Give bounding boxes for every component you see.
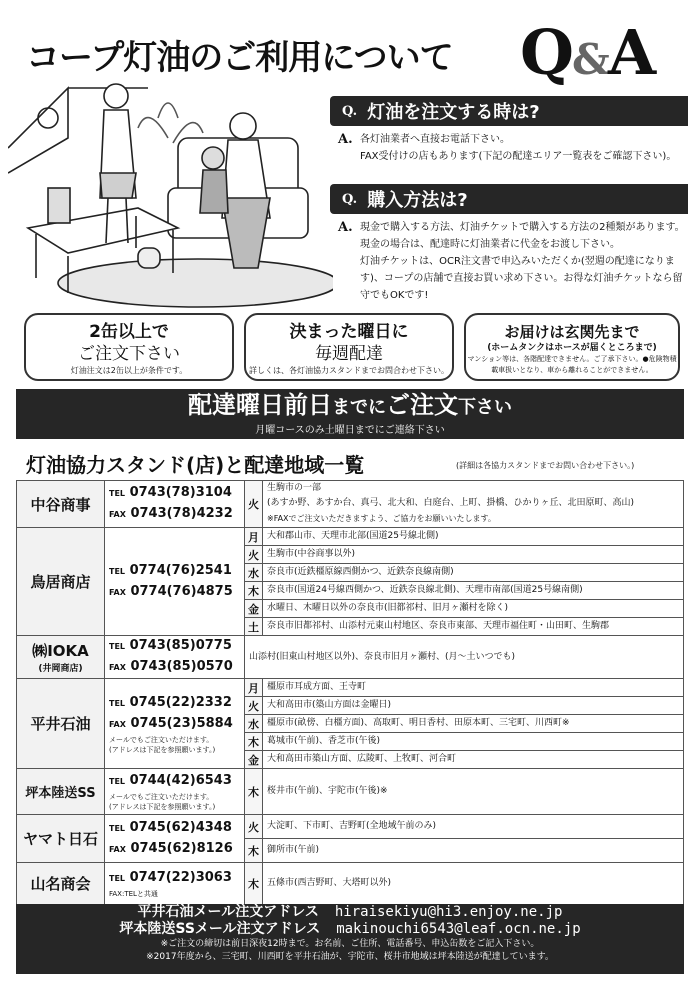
delivery-day: 月 xyxy=(245,679,263,697)
station-name: 中谷商事 xyxy=(17,481,105,528)
qa-logo-a: A xyxy=(607,16,655,89)
delivery-area: 橿原市耳成方面、王寺町 xyxy=(263,679,684,697)
fax-number: 0743(78)4232 xyxy=(130,506,233,521)
station-contact xyxy=(105,528,245,636)
table-row xyxy=(17,636,684,679)
rule-box-weekly xyxy=(244,313,454,381)
delivery-day: 火 xyxy=(245,481,263,528)
delivery-area: 大和郡山市、天理市北部(国道25号線北側) xyxy=(263,528,684,546)
answer-line: FAX受付けの店もあります(下記の配達エリア一覧表をご確認下さい)。 xyxy=(360,151,677,162)
rule-box-heading: 2缶以上で xyxy=(89,322,169,342)
mail-label: 坪本陸送SSメール注文アドレス xyxy=(119,921,321,937)
rule-box-heading: 決まった曜日に xyxy=(289,322,409,342)
delivery-day: 火 xyxy=(245,815,263,839)
station-name: ヤマト日石 xyxy=(17,815,105,863)
delivery-area: 御所市(午前) xyxy=(263,839,684,863)
tel-label: TEL xyxy=(109,698,126,708)
tel-number[interactable]: 0747(22)3063 xyxy=(129,870,232,885)
tel-number[interactable]: 0745(62)4348 xyxy=(129,819,232,835)
tel-label: TEL xyxy=(109,874,126,883)
deadline-sub: 月曜コースのみ土曜日までにご連絡下さい xyxy=(255,425,445,436)
rule-box-subheading: ご注文下さい xyxy=(78,344,180,364)
delivery-day: 水 xyxy=(245,715,263,733)
faq-question-purchase xyxy=(330,184,688,214)
fax-number: 0743(85)0570 xyxy=(130,659,233,674)
delivery-day: 月 xyxy=(245,528,263,546)
mail-address-link[interactable]: makinouchi6543@leaf.ocn.ne.jp xyxy=(336,921,581,937)
deadline-part: までに xyxy=(332,397,386,418)
delivery-day: 金 xyxy=(245,600,263,618)
delivery-day: 木 xyxy=(245,839,263,863)
tel-label: TEL xyxy=(109,566,126,576)
rule-box-entrance xyxy=(464,313,680,381)
fax-number: 0774(76)4875 xyxy=(130,583,233,599)
rule-box-subheading: 毎週配達 xyxy=(315,344,383,364)
delivery-area: 大和高田市(築山方面は金曜日) xyxy=(263,697,684,715)
tel-number[interactable]: 0745(22)2332 xyxy=(129,694,232,710)
area-text: (あすか野、あすか台、真弓、北大和、白庭台、上町、掛橋、ひかりヶ丘、北田原町、高山) xyxy=(267,498,635,508)
rule-box-note: 詳しくは、各灯油協力スタンドまでお問合わせ下さい。 xyxy=(249,366,449,375)
order-deadline-banner xyxy=(16,389,684,439)
mail-address-link[interactable]: hiraisekiyu@hi3.enjoy.ne.jp xyxy=(334,904,563,920)
station-name: 平井石油 xyxy=(17,679,105,769)
rule-box-heading: お届けは玄関先まで xyxy=(504,323,640,341)
fax-label: FAX xyxy=(109,663,126,672)
delivery-day: 火 xyxy=(245,546,263,564)
delivery-area xyxy=(263,481,684,528)
tel-number[interactable]: 0744(42)6543 xyxy=(129,773,232,788)
faq-question-order xyxy=(330,96,688,126)
answer-line: 現金で購入する方法、灯油チケットで購入する方法の2種類があります。現金の場合は、配達時に灯油業者に代金をお渡し下さい。 xyxy=(360,222,685,250)
deadline-part: ご注文 xyxy=(386,391,458,419)
delivery-area: 水曜日、木曜日以外の奈良市(旧都祁村、旧月ヶ瀬村を除く) xyxy=(263,600,684,618)
station-contact xyxy=(105,769,245,815)
section-note: (詳細は各協力スタンドまでお問い合わせ下さい。) xyxy=(456,461,635,470)
delivery-day: 火 xyxy=(245,697,263,715)
question-text: 灯油を注文する時は? xyxy=(367,102,540,123)
contact-note: メールでもご注文いただけます。 xyxy=(109,793,214,801)
rule-box-min-cans xyxy=(24,313,234,381)
deadline-part: 配達曜日前日 xyxy=(188,391,332,419)
table-row xyxy=(17,769,684,815)
mail-line xyxy=(16,921,684,938)
fax-label: FAX xyxy=(109,719,126,729)
delivery-day: 木 xyxy=(245,733,263,751)
footer-note: ※2017年度から、三宅町、川西町を平井石油が、宇陀市、桜井市地域は坪本陸送が配達しています。 xyxy=(146,952,554,962)
mail-label: 平井石油メール注文アドレス xyxy=(137,904,319,920)
station-name: 山名商会 xyxy=(17,863,105,905)
tel-label: TEL xyxy=(109,489,126,498)
answer-marker: A. xyxy=(338,220,353,235)
qa-logo-amp: & xyxy=(572,35,608,84)
question-text: 購入方法は? xyxy=(367,190,468,211)
delivery-area: 葛城市(午前)、香芝市(午後) xyxy=(263,733,684,751)
delivery-area: 桜井市(午前)、宇陀市(午後)※ xyxy=(263,769,684,815)
station-contact xyxy=(105,863,245,905)
faq-answer-order xyxy=(338,131,688,165)
station-contact xyxy=(105,481,245,528)
delivery-day: 土 xyxy=(245,618,263,636)
delivery-area: 奈良市(近鉄橿原線西側かつ、近鉄奈良線南側) xyxy=(263,564,684,582)
station-contact xyxy=(105,636,245,679)
tel-number[interactable]: 0743(78)3104 xyxy=(129,485,232,500)
faq-answer-purchase xyxy=(338,219,688,304)
table-row xyxy=(17,528,684,546)
delivery-area: 生駒市(中谷商事以外) xyxy=(263,546,684,564)
table-row xyxy=(17,481,684,528)
rule-box-subheading: (ホームタンクはホースが届くところまで) xyxy=(487,343,657,353)
answer-line: 各灯油業者へ直接お電話下さい。 xyxy=(360,134,510,145)
station-name: 鳥居商店 xyxy=(17,528,105,636)
rule-box-note: マンション等は、各階配達できません。ご了承下さい。●危険物積載車扱いとなり、車から離れることができません。 xyxy=(467,355,677,374)
tel-label: TEL xyxy=(109,777,126,786)
delivery-area: 奈良市(国道24号線西側かつ、近鉄奈良線北側)、天理市南部(国道25号線南側) xyxy=(263,582,684,600)
fax-label: FAX xyxy=(109,844,126,854)
deadline-part: 下さい xyxy=(458,397,512,418)
question-marker: Q. xyxy=(342,191,358,207)
delivery-area: 奈良市旧都祁村、山添村元東山村地区、奈良市東部、天理市福住町・山田町、生駒郡 xyxy=(263,618,684,636)
station-table xyxy=(16,480,684,905)
delivery-area: 大和高田市築山方面、広陵町、上牧町、河合町 xyxy=(263,751,684,769)
contact-note: (アドレスは下記を参照願います。) xyxy=(109,745,216,754)
area-note: ※FAXでご注文いただきますよう、ご協力をお願いいたします。 xyxy=(267,514,496,523)
station-contact xyxy=(105,815,245,863)
fax-number: 0745(62)8126 xyxy=(130,840,233,856)
tel-number[interactable]: 0743(85)0775 xyxy=(129,638,232,653)
footer-note: ※ご注文の締切は前日深夜12時まで。お名前、ご住所、電話番号、申込缶数をご記入下さい。 xyxy=(160,939,540,949)
mail-order-footer xyxy=(16,904,684,974)
station-name-sub: (井岡商店) xyxy=(38,664,83,674)
table-row xyxy=(17,679,684,697)
qa-logo-q: Q xyxy=(520,16,573,89)
section-title: 灯油協力スタンド(店)と配達地域一覧 xyxy=(26,453,365,477)
delivery-area: 山添村(旧東山村地区以外)、奈良市旧月ヶ瀬村、(月〜土いつでも) xyxy=(245,636,684,679)
tel-number[interactable]: 0774(76)2541 xyxy=(129,562,232,578)
area-text: 生駒市の一部 xyxy=(267,483,322,493)
fax-number: 0745(23)5884 xyxy=(130,715,233,731)
fax-label: FAX xyxy=(109,510,126,519)
table-row xyxy=(17,863,684,905)
delivery-area: 五條市(西吉野町、大塔町以外) xyxy=(263,863,684,905)
contact-note: (アドレスは下記を参照願います。) xyxy=(109,803,216,811)
table-row xyxy=(17,815,684,839)
rule-box-note: 灯油注文は2缶以上が条件です。 xyxy=(70,366,188,375)
contact-note: FAX:TELと共通 xyxy=(109,890,158,898)
question-marker: Q. xyxy=(342,103,358,119)
station-name xyxy=(17,636,105,679)
delivery-day: 木 xyxy=(245,863,263,905)
tel-label: TEL xyxy=(109,823,126,833)
station-name: 坪本陸送SS xyxy=(17,769,105,815)
answer-line: 灯油チケットは、OCR注文書で申込みいただくか(翌週の配達になります)、コープの店舗で直接お買い求め下さい。お得な灯油チケットなら留守でもOKです! xyxy=(360,256,683,301)
station-name-main: ㈱IOKA xyxy=(32,642,89,660)
mail-line xyxy=(16,904,684,921)
delivery-day: 木 xyxy=(245,582,263,600)
fax-label: FAX xyxy=(109,587,126,597)
delivery-day: 水 xyxy=(245,564,263,582)
station-contact xyxy=(105,679,245,769)
answer-marker: A. xyxy=(338,132,353,147)
delivery-area: 大淀町、下市町、吉野町(全地域午前のみ) xyxy=(263,815,684,839)
delivery-day: 木 xyxy=(245,769,263,815)
page-title: コープ灯油のご利用について xyxy=(26,38,453,78)
qa-logo xyxy=(520,16,654,89)
delivery-day: 金 xyxy=(245,751,263,769)
contact-note: メールでもご注文いただけます。 xyxy=(109,735,214,744)
delivery-area: 橿原市(畝傍、白橿方面)、高取町、明日香村、田原本町、三宅町、川西町※ xyxy=(263,715,684,733)
tel-label: TEL xyxy=(109,642,126,651)
family-living-room-illustration xyxy=(8,78,333,308)
